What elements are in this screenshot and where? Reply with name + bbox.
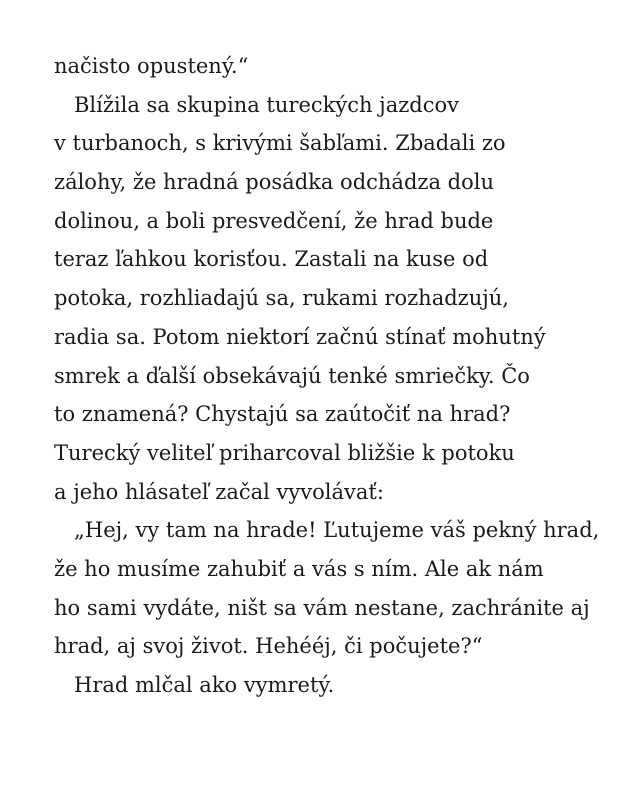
text-line: dolinou, a boli presvedčení, že hrad bude xyxy=(54,208,494,233)
text-line: „Hej, vy tam na hrade! Ľutujeme váš pekný hrad, xyxy=(74,518,600,543)
text-line: potoka, rozhliadajú sa, rukami rozhadzujú, xyxy=(54,286,509,311)
text-line: to znamená? Chystajú sa zaútočiť na hrad? xyxy=(54,402,511,427)
text-line: hrad, aj svoj život. Hehééj, či počujete?“ xyxy=(54,634,483,659)
text-line: Turecký veliteľ priharcoval bližšie k potoku xyxy=(54,440,515,465)
text-line: zálohy, že hradná posádka odchádza dolu xyxy=(54,170,494,195)
text-line: Blížila sa skupina tureckých jazdcov xyxy=(74,92,459,117)
text-line: Hrad mlčal ako vymretý. xyxy=(74,673,335,697)
text-line: že ho musíme zahubiť a vás s ním. Ale ak nám xyxy=(54,556,544,581)
text-line: v turbanoch, s krivými šabľami. Zbadali zo xyxy=(54,131,506,156)
text-line: a jeho hlásateľ začal vyvolávať: xyxy=(54,479,384,504)
text-line: teraz ľahkou korisťou. Zastali na kuse od xyxy=(54,247,489,272)
text-line: načisto opustený.“ xyxy=(54,54,249,78)
text-line: smrek a ďalší obsekávajú tenké smriečky. Čo xyxy=(54,363,530,388)
body-text xyxy=(54,47,600,705)
text-line: radia sa. Potom niektorí začnú stínať mohutný xyxy=(54,324,546,349)
text-line: ho sami vydáte, ništ sa vám nestane, zachránite aj xyxy=(54,595,590,620)
